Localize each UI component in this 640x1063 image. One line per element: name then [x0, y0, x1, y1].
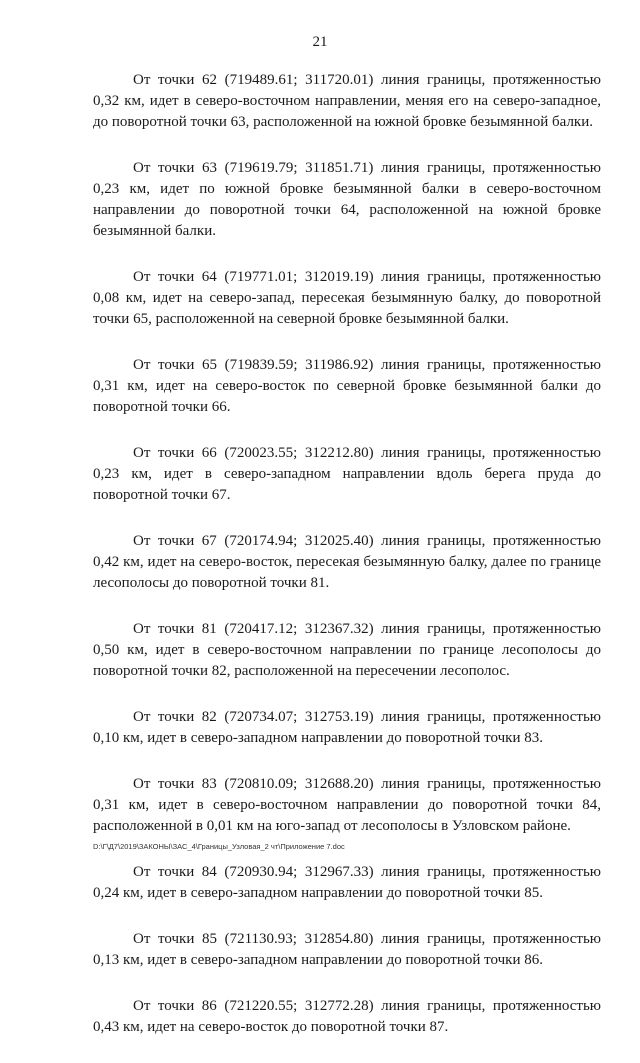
page-number: 21: [312, 34, 328, 50]
boundary-paragraph-86: От точки 86 (721220.55; 312772.28) линия границы, протяженностью 0,43 км, идет на северо-восток до поворотной точки 87.: [93, 998, 601, 1035]
boundary-paragraph-62: От точки 62 (719489.61; 311720.01) линия границы, протяженностью 0,32 км, идет в северо-восточном направлении, меняя его на северо-западное, до поворотной точки 63, расположенной на южной бровке безымянной балки.: [93, 72, 601, 130]
boundary-paragraph-85: От точки 85 (721130.93; 312854.80) линия границы, протяженностью 0,13 км, идет в северо-западном направлении до поворотной точки 86.: [93, 931, 601, 968]
boundary-paragraph-82: От точки 82 (720734.07; 312753.19) линия границы, протяженностью 0,10 км, идет в северо-западном направлении до поворотной точки 83.: [93, 709, 601, 746]
boundary-paragraph-65: От точки 65 (719839.59; 311986.92) линия границы, протяженностью 0,31 км, идет на северо-восток по северной бровке безымянной балки до поворотной точки 66.: [93, 357, 601, 415]
boundary-paragraph-81: От точки 81 (720417.12; 312367.32) линия границы, протяженностью 0,50 км, идет в северо-восточном направлении по границе лесополосы до поворотной точки 82, расположенной на пересечении лесополос.: [93, 621, 601, 679]
boundary-paragraph-84: От точки 84 (720930.94; 312967.33) линия границы, протяженностью 0,24 км, идет в северо-западном направлении до поворотной точки 85.: [93, 864, 601, 901]
footer-file-path: D:\Г\Д7\2019\ЗАКОНЫ\ЗАС_4\Границы_Узловая_2 чт\Приложение 7.doc: [93, 842, 345, 851]
boundary-paragraph-67: От точки 67 (720174.94; 312025.40) линия границы, протяженностью 0,42 км, идет на северо-восток, пересекая безымянную балку, далее по границе лесополосы до поворотной точки 81.: [93, 533, 601, 591]
boundary-paragraph-63: От точки 63 (719619.79; 311851.71) линия границы, протяженностью 0,23 км, идет по южной бровке безымянной балки в северо-восточном направлении до поворотной точки 64, расположенной на южной бровке безымянной балки.: [93, 160, 601, 239]
boundary-paragraph-83: От точки 83 (720810.09; 312688.20) линия границы, протяженностью 0,31 км, идет в северо-восточном направлении до поворотной точки 84, расположенной в 0,01 км на юго-запад от лесополосы в Узловском районе.: [93, 776, 601, 834]
boundary-paragraph-64: От точки 64 (719771.01; 312019.19) линия границы, протяженностью 0,08 км, идет на северо-запад, пересекая безымянную балку, до поворотной точки 65, расположенной на северной бровке безымянной балки.: [93, 269, 601, 327]
document-body: [93, 70, 601, 1063]
boundary-paragraph-66: От точки 66 (720023.55; 312212.80) линия границы, протяженностью 0,23 км, идет в северо-западном направлении вдоль берега пруда до поворотной точки 67.: [93, 445, 601, 503]
